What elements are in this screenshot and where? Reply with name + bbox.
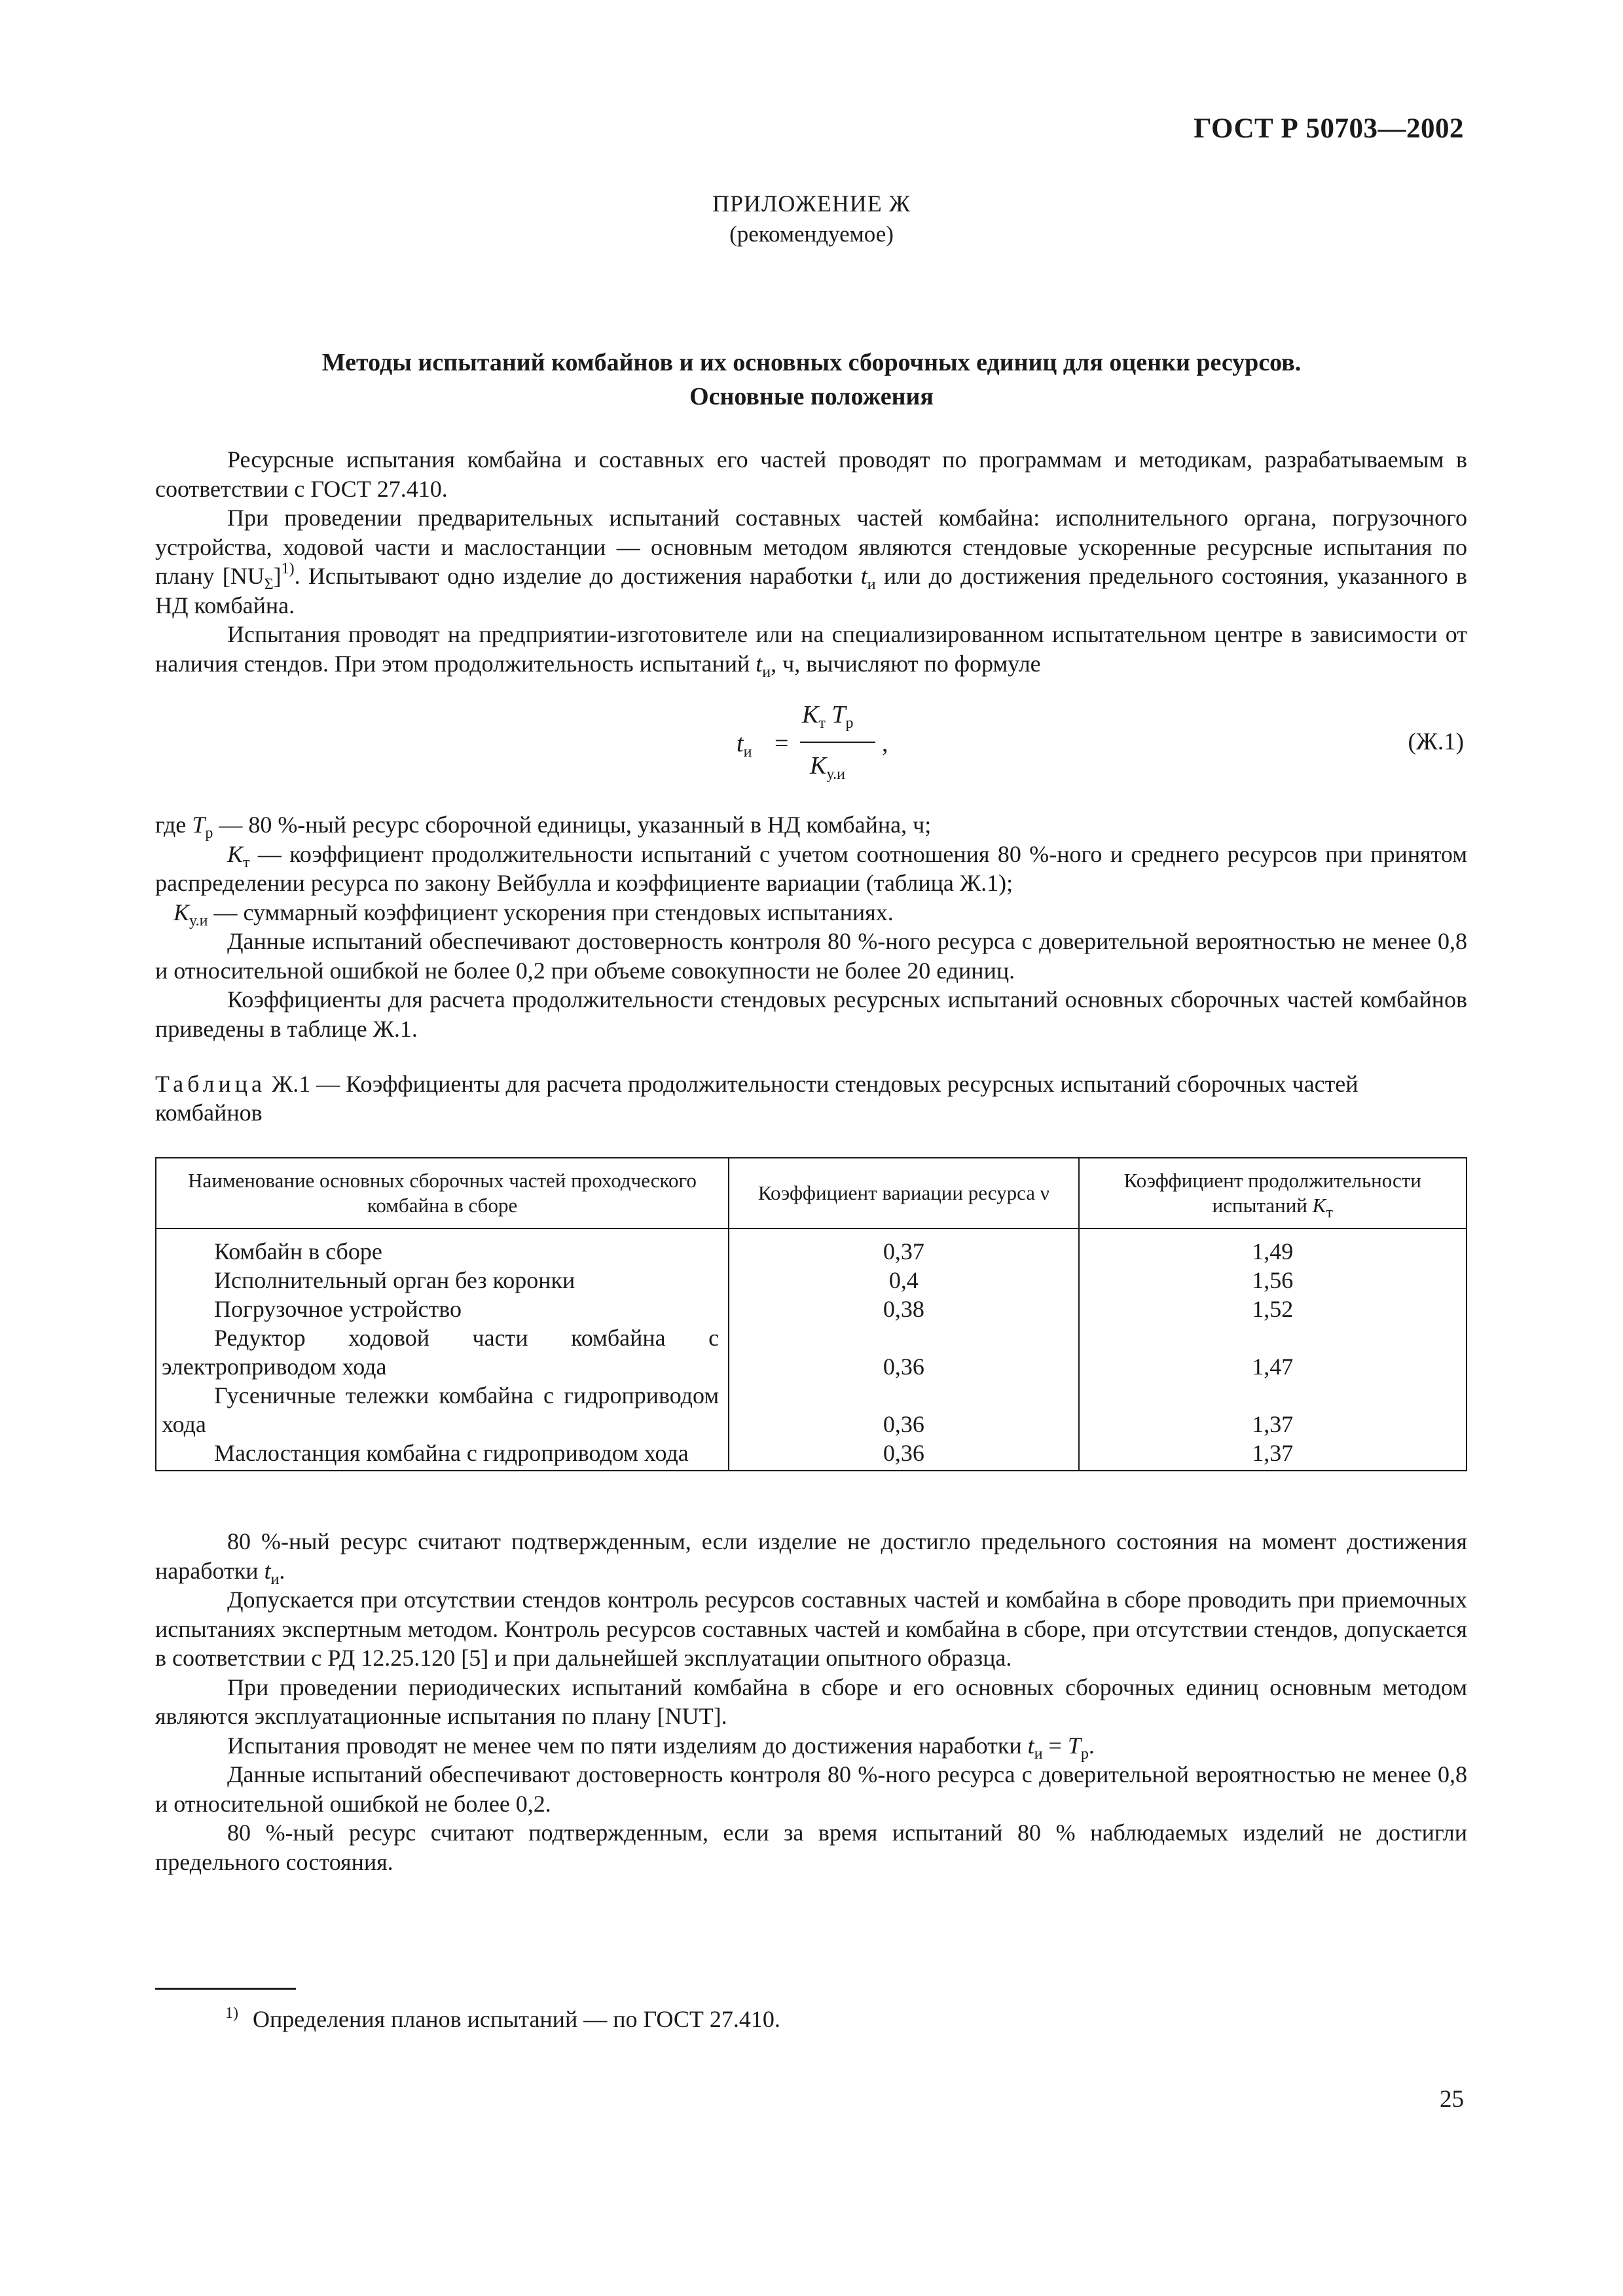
subscript: и: [867, 576, 876, 593]
subscript: т: [818, 715, 826, 732]
equation-number: (Ж.1): [1408, 728, 1464, 755]
row-name: [156, 1295, 729, 1323]
table-row: [156, 1323, 1467, 1381]
text-run: [NU: [222, 563, 264, 589]
paragraph-2: [155, 503, 1467, 620]
symbol-k: K: [173, 899, 190, 925]
footnote-ref: 1): [281, 560, 295, 577]
subscript: Σ: [264, 576, 274, 593]
appendix-title: [151, 346, 1472, 414]
symbol-t: T: [831, 701, 846, 728]
subscript: т: [1326, 1204, 1333, 1221]
row-variation: 0,36: [729, 1381, 1078, 1439]
paragraph-10: Данные испытаний обеспечивают достоверность контроля 80 %-ного ресурса с доверительной вероятностью не менее 0,8 и относительной ошибкой не более 0,2.: [155, 1761, 1467, 1817]
table-header-row: [156, 1158, 1467, 1229]
symbol-k: K: [802, 701, 819, 728]
body-text-lower: [155, 1527, 1467, 1876]
symbol-t: t: [756, 650, 763, 677]
paragraph-4: Данные испытаний обеспечивают достоверность контроля 80 %-ного ресурса с доверительной вероятностью не менее 0,8 и относительной ошибкой не более 0,2 при объеме совокупности не более 20 единиц.: [155, 928, 1467, 984]
text-run: или до достижения предельного состояния, указанного в НД комбайна.: [155, 563, 1467, 619]
row-duration-coef: 1,52: [1079, 1295, 1467, 1323]
where-line-3: [155, 898, 1467, 927]
text-run: Погрузочное устройство: [214, 1296, 462, 1322]
row-name: [156, 1381, 729, 1439]
text-run: При проведении предварительных испытаний составных частей комбайна: исполнительного органа, погрузочного устройства, ходовой части и маслостанции — основным методом являются стендовые ускоренные ресурсные испытания по плану: [155, 505, 1467, 589]
text-run: — 80 %-ный ресурс сборочной единицы, указанный в НД комбайна, ч;: [213, 812, 932, 838]
fraction-bar: [800, 742, 875, 743]
row-variation: 0,4: [729, 1266, 1078, 1295]
text-run: Гусеничные тележки комбайна с гидроприводом хода: [162, 1382, 720, 1437]
text-run: .: [1088, 1732, 1095, 1759]
appendix-title-line2: Основные положения: [689, 383, 934, 410]
text-run: , ч, вычисляют по формуле: [771, 650, 1041, 677]
symbol-k: K: [810, 752, 827, 780]
appendix-title-line1: Методы испытаний комбайнов и их основных сборочных единиц для оценки ресурсов.: [321, 349, 1302, 376]
symbol-k: K: [1312, 1194, 1326, 1217]
coefficients-table: [155, 1157, 1467, 1471]
row-duration-coef: 1,47: [1079, 1323, 1467, 1381]
text-run: — коэффициент продолжительности испытаний с учетом соотношения 80 %-ного и среднего ресурсов при принятом распределении ресурса по закону Вейбулла и коэффициенте вариации (таблица Ж.1);: [155, 840, 1467, 896]
row-name: [156, 1266, 729, 1295]
text-run: 80 %-ный ресурс считают подтвержденным, если изделие не достигло предельного состояния на момент достижения наработки: [155, 1528, 1467, 1584]
row-duration-coef: 1,37: [1079, 1381, 1467, 1439]
table-caption: [155, 1069, 1399, 1127]
row-variation: 0,38: [729, 1295, 1078, 1323]
symbol-t: t: [1027, 1732, 1034, 1759]
row-variation: 0,37: [729, 1229, 1078, 1266]
paragraph-6: [155, 1527, 1467, 1588]
text-run: Исполнительный орган без коронки: [214, 1267, 575, 1293]
body-text-middle: [155, 810, 1467, 1043]
footnote-divider: [155, 1988, 296, 1990]
body-text-upper: [155, 445, 1467, 681]
subscript: р: [205, 825, 213, 842]
caption-text: Ж.1 — Коэффициенты для расчета продолжительности стендовых ресурсных испытаний сборочных частей комбайнов: [155, 1071, 1359, 1126]
row-variation: 0,36: [729, 1323, 1078, 1381]
row-variation: 0,36: [729, 1439, 1078, 1471]
subscript: и: [743, 744, 752, 761]
text-run: — суммарный коэффициент ускорения при стендовых испытаниях.: [208, 899, 894, 925]
standard-code: ГОСТ Р 50703—2002: [1194, 113, 1464, 144]
subscript: и: [1034, 1745, 1043, 1763]
table-row: [156, 1381, 1467, 1439]
paragraph-8: При проведении периодических испытаний комбайна в сборе и его основных сборочных единиц основным методом являются эксплуатационные испытания по плану [NUT].: [155, 1674, 1467, 1729]
row-duration-coef: 1,56: [1079, 1266, 1467, 1295]
header-variation: Коэффициент вариации ресурса ν: [729, 1158, 1078, 1229]
subscript: и: [270, 1570, 280, 1588]
paragraph-7: Допускается при отсутствии стендов контроль ресурсов составных частей и комбайна в сборе проводить при приемочных испытаниях экспертным методом. Контроль ресурсов составных частей и комбайна в сборе, при отсутствии стендов, допускается в соответствии с РД 12.25.120 [5] и при дальнейшей эксплуатации опытного образца.: [155, 1587, 1467, 1671]
paragraph-3: [155, 620, 1467, 681]
footnote-mark: 1): [225, 2005, 238, 2022]
text-run: =: [1042, 1732, 1068, 1759]
header-name: Наименование основных сборочных частей проходческого комбайна в сборе: [156, 1158, 729, 1229]
symbol-t: T: [1067, 1732, 1081, 1759]
subscript: у.и: [826, 766, 845, 783]
subscript: т: [243, 853, 250, 871]
formula-numerator: [802, 700, 946, 732]
appendix-status: (рекомендуемое): [729, 221, 894, 247]
row-duration-coef: 1,49: [1079, 1229, 1467, 1266]
where-line-2: [155, 840, 1467, 898]
footnote-text: Определения планов испытаний — по ГОСТ 27.410.: [253, 2006, 780, 2032]
paragraph-1: Ресурсные испытания комбайна и составных его частей проводят по программам и методикам, разрабатываемым в соответствии с ГОСТ 27.410.: [155, 446, 1467, 502]
appendix-label: ПРИЛОЖЕНИЕ Ж: [712, 190, 911, 217]
formula-lhs: [737, 729, 752, 761]
row-duration-coef: 1,37: [1079, 1439, 1467, 1471]
symbol-t: T: [192, 812, 206, 838]
equals-sign: =: [775, 730, 789, 757]
plan-symbol: [222, 560, 295, 593]
text-run: Коэффициент продолжительности испытаний: [1123, 1169, 1421, 1217]
formula-zh1: [737, 700, 946, 785]
header-duration-coef: [1079, 1158, 1467, 1229]
row-name: [156, 1323, 729, 1381]
paragraph-5: Коэффициенты для расчета продолжительности стендовых ресурсных испытаний основных сборочных частей комбайнов приведены в таблице Ж.1.: [155, 986, 1467, 1042]
row-name: [156, 1229, 729, 1266]
symbol-t: t: [264, 1557, 271, 1584]
formula-comma: ,: [882, 730, 888, 757]
text-run: где: [155, 812, 192, 838]
text-run: .: [279, 1557, 285, 1584]
row-name: [156, 1439, 729, 1471]
table-row: [156, 1266, 1467, 1295]
symbol-k: K: [227, 840, 244, 867]
text-run: Комбайн в сборе: [214, 1238, 382, 1265]
where-line-1: [155, 810, 1467, 840]
subscript: р: [1080, 1745, 1089, 1763]
page-number: 25: [1440, 2086, 1464, 2113]
text-run: . Испытывают одно изделие до достижения наработки: [294, 563, 861, 589]
formula-denominator: [810, 751, 845, 783]
text-run: ]: [273, 563, 282, 589]
subscript: у.и: [189, 912, 208, 929]
footnote: [225, 2005, 780, 2033]
subscript: р: [845, 715, 854, 732]
paragraph-9: [155, 1731, 1467, 1761]
text-run: Маслостанция комбайна с гидроприводом хода: [214, 1440, 689, 1466]
table-row: [156, 1439, 1467, 1471]
symbol-t: t: [860, 563, 867, 589]
text-run: Испытания проводят на предприятии-изготовителе или на специализированном испытательном центре в зависимости от наличия стендов. При этом продолжительность испытаний: [155, 621, 1467, 677]
table-row: [156, 1295, 1467, 1323]
paragraph-11: 80 %-ный ресурс считают подтвержденным, если за время испытаний 80 % наблюдаемых изделий не достигли предельного состояния.: [155, 1820, 1467, 1875]
table-row: [156, 1229, 1467, 1266]
text-run: Редуктор ходовой части комбайна с электроприводом хода: [162, 1325, 720, 1380]
caption-label: Таблица: [155, 1071, 266, 1097]
subscript: и: [762, 663, 771, 681]
symbol-t: t: [737, 730, 744, 757]
text-run: Испытания проводят не менее чем по пяти изделиям до достижения наработки: [227, 1732, 1028, 1759]
